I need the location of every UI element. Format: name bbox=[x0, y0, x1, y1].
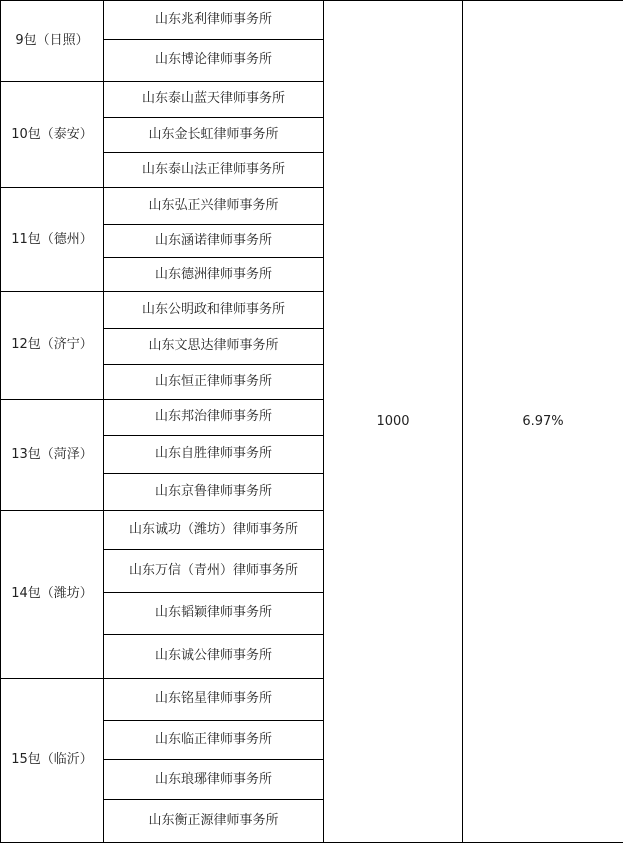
package-label-cell: 13包（菏泽） bbox=[1, 400, 104, 510]
package-label-cell: 12包（济宁） bbox=[1, 291, 104, 399]
law-firm-cell: 山东泰山法正律师事务所 bbox=[104, 152, 324, 187]
law-firm-cell: 山东德洲律师事务所 bbox=[104, 258, 324, 291]
package-label-cell: 10包（泰安） bbox=[1, 82, 104, 188]
law-firm-cell: 山东韬颖律师事务所 bbox=[104, 592, 324, 635]
law-firm-cell: 山东兆利律师事务所 bbox=[104, 1, 324, 40]
law-firm-cell: 山东涵诺律师事务所 bbox=[104, 224, 324, 257]
law-firm-cell: 山东自胜律师事务所 bbox=[104, 435, 324, 474]
package-label-cell: 11包（德州） bbox=[1, 188, 104, 291]
law-firm-cell: 山东金长虹律师事务所 bbox=[104, 117, 324, 152]
amount-cell: 1000 bbox=[324, 1, 463, 843]
law-firm-cell: 山东铭星律师事务所 bbox=[104, 678, 324, 721]
law-firm-cell: 山东诚公律师事务所 bbox=[104, 635, 324, 679]
law-firm-cell: 山东博论律师事务所 bbox=[104, 39, 324, 82]
law-firm-cell: 山东邦治律师事务所 bbox=[104, 400, 324, 435]
law-firm-cell: 山东弘正兴律师事务所 bbox=[104, 188, 324, 224]
package-label-cell: 15包（临沂） bbox=[1, 678, 104, 842]
law-firm-cell: 山东文思达律师事务所 bbox=[104, 329, 324, 364]
table-row bbox=[1, 1, 623, 40]
law-firm-cell: 山东琅琊律师事务所 bbox=[104, 759, 324, 800]
law-firm-cell: 山东临正律师事务所 bbox=[104, 721, 324, 760]
law-firm-cell: 山东恒正律师事务所 bbox=[104, 364, 324, 399]
rate-cell: 6.97% bbox=[463, 1, 623, 843]
law-firm-cell: 山东万信（青州）律师事务所 bbox=[104, 550, 324, 593]
package-label-cell: 14包（潍坊） bbox=[1, 510, 104, 678]
law-firm-cell: 山东泰山蓝天律师事务所 bbox=[104, 82, 324, 117]
law-firm-cell: 山东京鲁律师事务所 bbox=[104, 474, 324, 510]
law-firm-cell: 山东诚功（潍坊）律师事务所 bbox=[104, 510, 324, 550]
law-firm-cell: 山东衡正源律师事务所 bbox=[104, 800, 324, 843]
law-firm-cell: 山东公明政和律师事务所 bbox=[104, 291, 324, 328]
package-label-cell: 9包（日照） bbox=[1, 1, 104, 82]
